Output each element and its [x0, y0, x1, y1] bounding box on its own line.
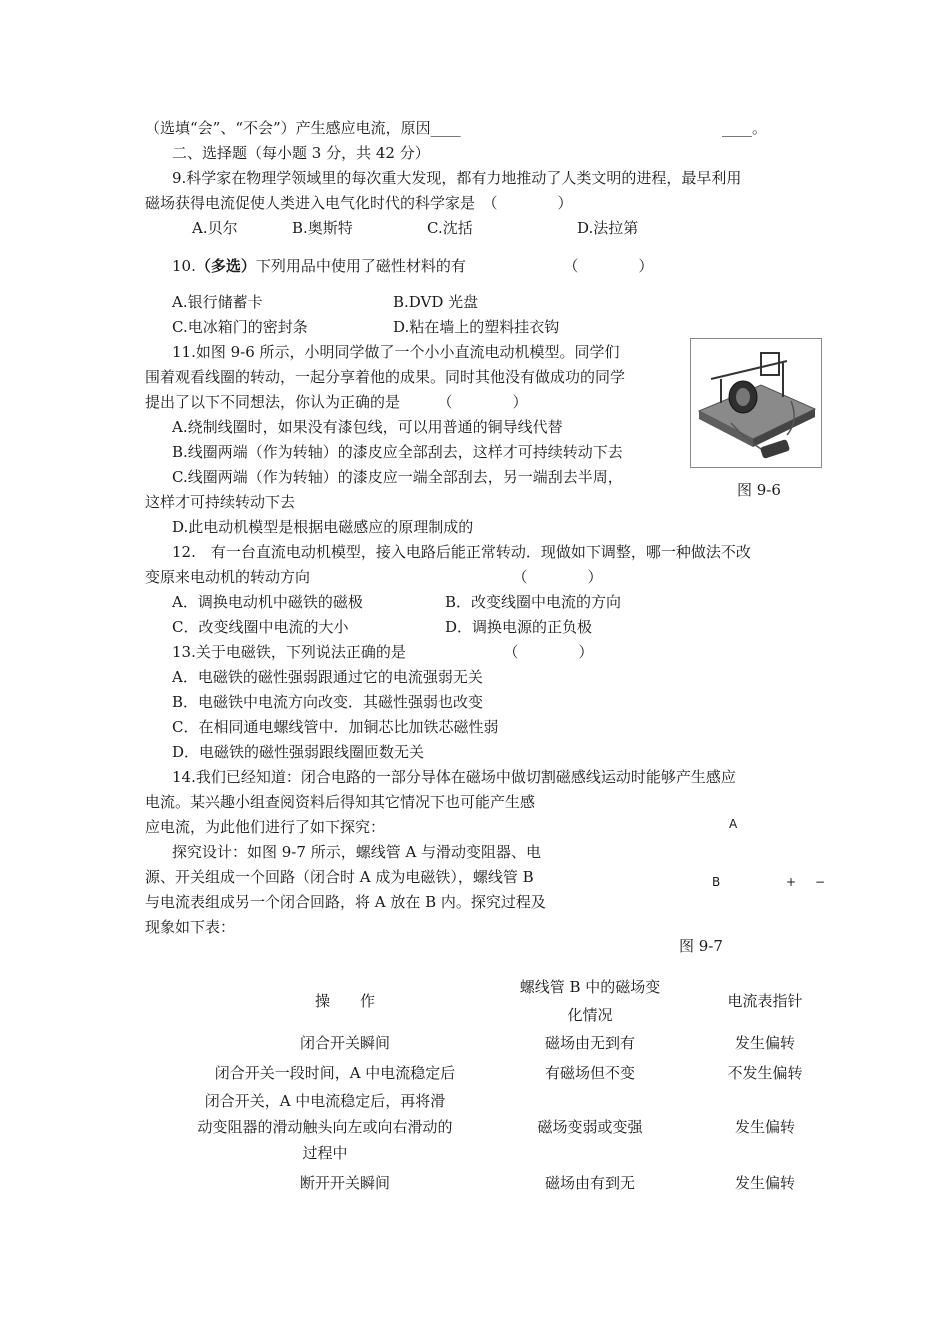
fig97-label-minus: −: [815, 875, 826, 889]
table-cell-operation: 断开开关瞬间: [299, 1174, 390, 1192]
q13-option-c: C．在相同通电螺线管中．加铜芯比加铁芯磁性弱: [172, 718, 499, 736]
question-9-line1: 9.科学家在物理学领域里的每次重大发现，都有力地推动了人类文明的进程，最早利用: [172, 169, 742, 187]
table-cell-needle: 发生偏转: [734, 1174, 795, 1192]
q10-option-c: C.电冰箱门的密封条: [172, 318, 308, 336]
q11-option-c-line2: 这样才可持续转动下去: [145, 493, 296, 511]
question-14-line4: 探究设计：如图 9-7 所示，螺线管 A 与滑动变阻器、电: [172, 843, 542, 861]
q10-number: 10.: [172, 257, 196, 275]
q13-option-b: B．电磁铁中电流方向改变．其磁性强弱也改变: [172, 693, 484, 711]
table-cell-field: 磁场由无到有: [544, 1034, 635, 1052]
table-cell-operation-line3: 过程中: [302, 1144, 348, 1162]
question-10: [172, 254, 653, 278]
table-header-field-line1: 螺线管 B 中的磁场变: [519, 978, 661, 996]
table-header-needle: 电流表指针: [727, 992, 803, 1010]
q10-option-a: A.银行储蓄卡: [172, 293, 263, 311]
table-cell-field: 磁场变弱或变强: [537, 1118, 643, 1136]
table-row: [145, 1060, 825, 1090]
question-11-line3: 提出了以下不同想法，你认为正确的是 （ ）: [145, 393, 528, 411]
motor-model-illustration: [691, 339, 821, 467]
q10-option-b: B.DVD 光盘: [393, 293, 479, 311]
table-header-operation: 操 作: [314, 992, 375, 1010]
question-14-line2: 电流。某兴趣小组查阅资料后得知其它情况下也可能产生感: [145, 793, 536, 811]
q11-option-b: B.线圈两端（作为转轴）的漆皮应全部刮去，这样才可持续转动下去: [172, 443, 623, 461]
q12-option-c: C．改变线圈中电流的大小: [172, 618, 349, 636]
fill-in-line: （选填“会”、“不会”）产生感应电流，原因____: [145, 119, 461, 137]
question-9-line2: 磁场获得电流促使人类进入电气化时代的科学家是 （ ）: [145, 194, 573, 212]
figure-9-6-motor-model: [690, 338, 822, 468]
question-11-line1: 11.如图 9-6 所示，小明同学做了一个小小直流电动机模型。同学们: [172, 343, 620, 361]
table-cell-needle: 发生偏转: [734, 1118, 795, 1136]
q9-option-b: B.奥斯特: [292, 219, 353, 237]
q11-option-a: A.绕制线圈时，如果没有漆包线，可以用普通的铜导线代替: [172, 418, 563, 436]
table-cell-operation-line2: 动变阻器的滑动触头向左或向右滑动的: [197, 1118, 453, 1136]
fig97-label-plus: +: [786, 875, 797, 889]
question-14-line7: 现象如下表：: [145, 918, 236, 936]
table-cell-field: 有磁场但不变: [544, 1064, 635, 1082]
q11-option-d: D.此电动机模型是根据电磁感应的原理制成的: [172, 518, 474, 536]
table-header-field-line2: 化情况: [567, 1006, 613, 1024]
q10-multi-select-tag: （多选）: [195, 257, 256, 275]
question-14-line1: 14.我们已经知道：闭合电路的一部分导体在磁场中做切割磁感线运动时能够产生感应: [172, 768, 736, 786]
question-11-line2: 围着观看线圈的转动，一起分享着他的成果。同时其他没有做成功的同学: [145, 368, 626, 386]
table-row: [145, 1170, 825, 1200]
section-heading: 二、选择题（每小题 3 分，共 42 分）: [172, 144, 430, 162]
question-14-line5: 源、开关组成一个回路（闭合时 A 成为电磁铁），螺线管 B: [145, 868, 534, 886]
table-cell-operation: 闭合开关瞬间: [299, 1034, 390, 1052]
table-row: [145, 1030, 825, 1060]
table-cell-operation-line1: 闭合开关，A 中电流稳定后，再将滑: [204, 1092, 446, 1110]
q9-option-d: D.法拉第: [577, 219, 639, 237]
fig97-label-b: B: [712, 875, 721, 889]
table-header-row: [145, 972, 825, 1030]
q10-text: 下列用品中使用了磁性材料的有 （ ）: [255, 257, 654, 275]
q10-option-d: D.粘在墙上的塑料挂衣钩: [393, 318, 560, 336]
q11-option-c-line1: C.线圈两端（作为转轴）的漆皮应一端全部刮去，另一端刮去半周，: [172, 468, 623, 486]
question-14-line3: 应电流，为此他们进行了如下探究：: [145, 818, 386, 836]
figure-9-7-caption: 图 9-7: [679, 937, 723, 955]
question-13: 13.关于电磁铁，下列说法正确的是 （ ）: [172, 643, 594, 661]
table-cell-field: 磁场由有到无: [544, 1174, 635, 1192]
q9-option-c: C.沈括: [427, 219, 473, 237]
question-14-line6: 与电流表组成另一个闭合回路，将 A 放在 B 内。探究过程及: [145, 893, 546, 911]
q9-option-a: A.贝尔: [192, 219, 238, 237]
fill-in-blank-end: ____。: [722, 119, 768, 137]
question-12-line2: 变原来电动机的转动方向 （ ）: [145, 568, 603, 586]
q13-option-a: A．电磁铁的磁性强弱跟通过它的电流强弱无关: [172, 668, 483, 686]
table-row: [145, 1088, 825, 1170]
figure-9-6-caption: 图 9-6: [737, 481, 781, 499]
q12-option-b: B．改变线圈中电流的方向: [445, 593, 622, 611]
q13-option-d: D．电磁铁的磁性强弱跟线圈匝数无关: [172, 743, 425, 761]
table-cell-operation: 闭合开关一段时间，A 中电流稳定后: [214, 1064, 456, 1082]
table-cell-needle: 不发生偏转: [727, 1064, 803, 1082]
q12-option-a: A．调换电动机中磁铁的磁极: [172, 593, 363, 611]
question-12-line1: 12. 有一台直流电动机模型，接入电路后能正常转动．现做如下调整，哪一种做法不改: [172, 543, 751, 561]
table-cell-needle: 发生偏转: [734, 1034, 795, 1052]
q12-option-d: D．调换电源的正负极: [445, 618, 593, 636]
fig97-label-a: A: [729, 817, 738, 831]
